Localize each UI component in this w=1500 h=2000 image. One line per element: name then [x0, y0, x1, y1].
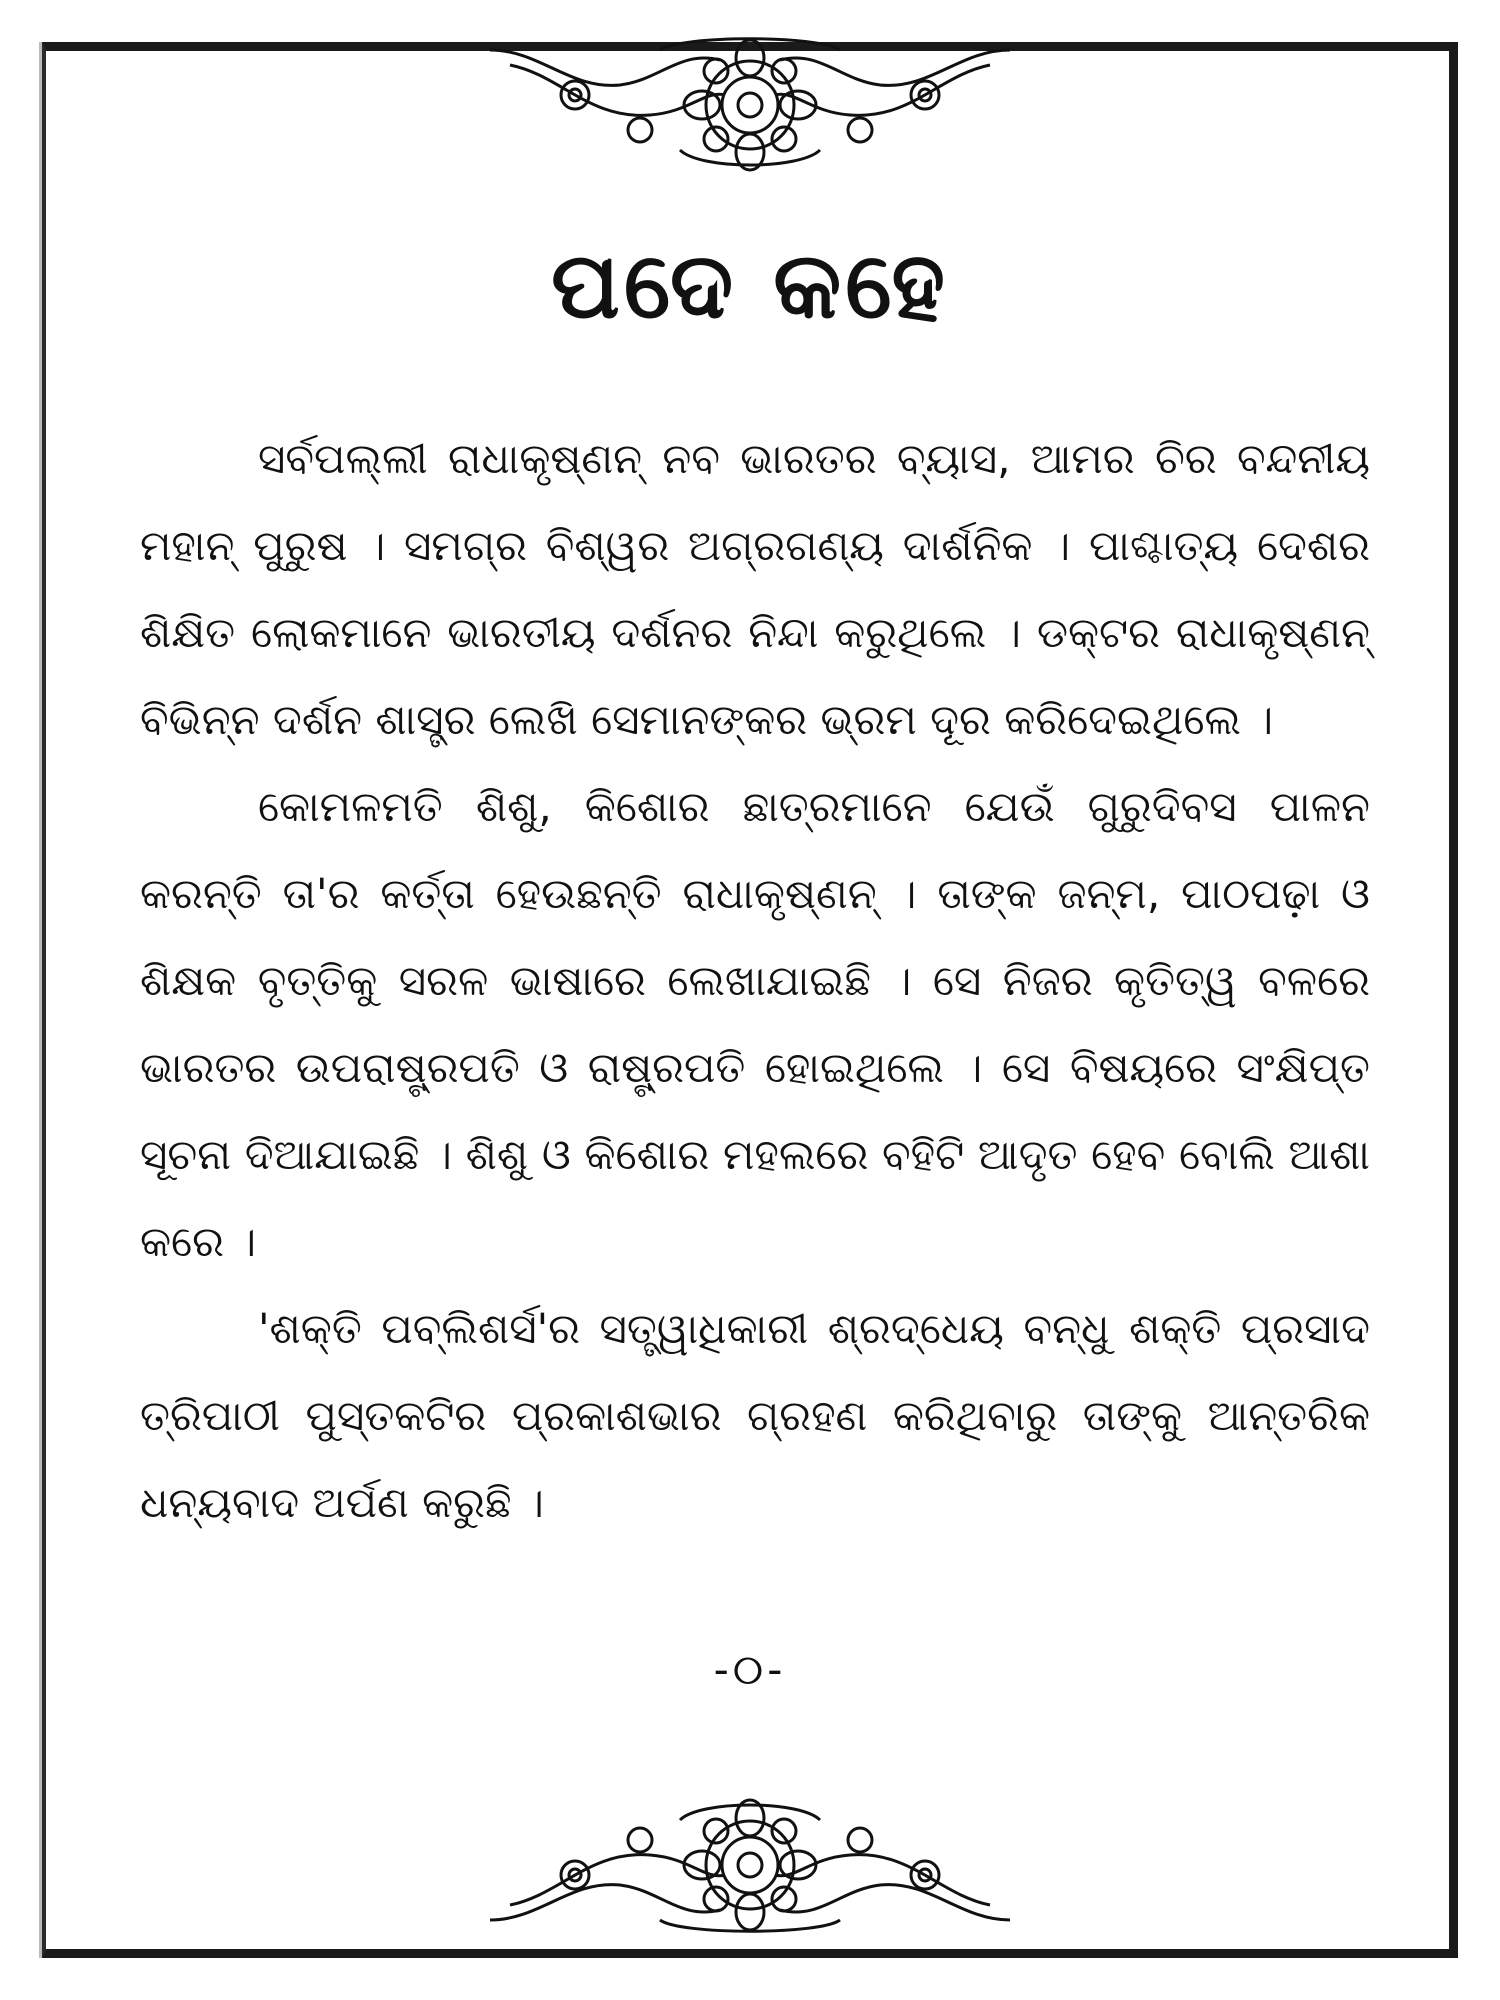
paragraph-intro: ସର୍ବପଲ୍ଲୀ ରାଧାକୃଷ୍ଣନ୍ ନବ ଭାରତର ବ୍ୟାସ, ଆମର ଚିର ବନ୍ଦନୀୟ ମହାନ୍ ପୁରୁଷ । ସମଗ୍ର ବିଶ୍ୱର ଅଗ୍ରଗଣ୍ୟ ଦାର୍ଶନିକ । ପାଶ୍ଚାତ୍ୟ ଦେଶର ଶିକ୍ଷିତ ଲୋକମାନେ ଭାରତୀୟ ଦର୍ଶନର ନିନ୍ଦା କରୁଥିଲେ । ଡକ୍ଟର ରାଧାକୃଷ୍ଣନ୍ ବିଭିନ୍ନ ଦର୍ଶନ ଶାସ୍ତ୍ର ଲେଖି ସେମାନଙ୍କର ଭ୍ରମ ଦୂର କରିଦେଇଥିଲେ । [140, 434, 1370, 744]
page-title: ପଦେ କହେ [551, 232, 949, 339]
bottom-floral-ornament [480, 1790, 1020, 1940]
preface-body [140, 415, 1370, 1546]
paragraph-thanks: 'ଶକ୍ତି ପବ୍ଲିଶର୍ସ'ର ସତ୍ତ୍ୱାଧିକାରୀ ଶ୍ରଦ୍ଧେୟ ବନ୍ଧୁ ଶକ୍ତି ପ୍ରସାଦ ତ୍ରିପାଠୀ ପୁସ୍ତକଟିର ପ୍ରକାଶଭାର ଗ୍ରହଣ କରିଥିବାରୁ ତାଙ୍କୁ ଆନ୍ତରିକ ଧନ୍ୟବାଦ ଅର୍ପଣ କରୁଛି । [140, 1304, 1370, 1527]
page-number: -୦- [713, 1645, 787, 1694]
paragraph-content: କୋମଳମତି ଶିଶୁ, କିଶୋର ଛାତ୍ରମାନେ ଯେଉଁ ଗୁରୁଦିବସ ପାଳନ କରନ୍ତି ତା'ର କର୍ତ୍ତା ହେଉଛନ୍ତି ରାଧାକୃଷ୍ଣନ୍ । ତାଙ୍କ ଜନ୍ମ, ପାଠପଢ଼ା ଓ ଶିକ୍ଷକ ବୃତ୍ତିକୁ ସରଳ ଭାଷାରେ ଲେଖାଯାଇଛି । ସେ ନିଜର କୃତିତ୍ୱ ବଳରେ ଭାରତର ଉପରାଷ୍ଟ୍ରପତି ଓ ରାଷ୍ଟ୍ରପତି ହୋଇଥିଲେ । ସେ ବିଷୟରେ ସଂକ୍ଷିପ୍ତ ସୂଚନା ଦିଆଯାଇଛି । ଶିଶୁ ଓ କିଶୋର ମହଲରେ ବହିଟି ଆଦୃତ ହେବ ବୋଲି ଆଶା କରେ । [140, 782, 1370, 1266]
top-floral-ornament [480, 30, 1020, 180]
